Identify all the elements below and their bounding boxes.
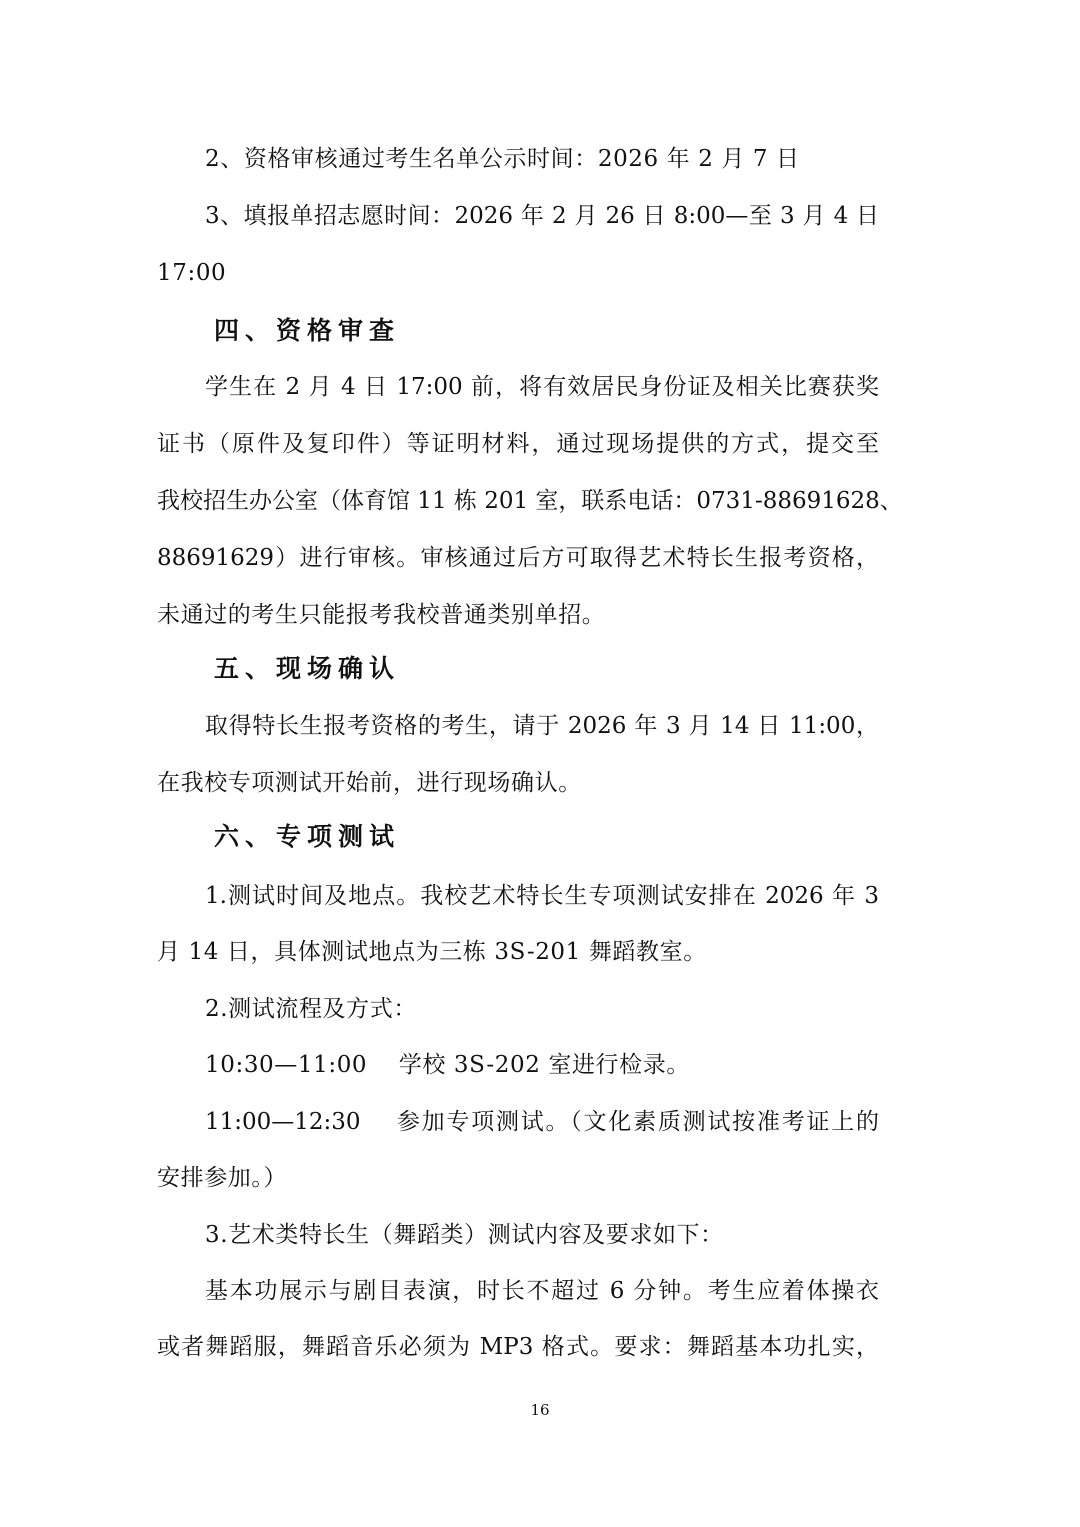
paragraph-line: 或者舞蹈服，舞蹈音乐必须为 MP3 格式。要求：舞蹈基本功扎实， xyxy=(157,1334,879,1360)
paragraph-line: 3.艺术类特长生（舞蹈类）测试内容及要求如下： xyxy=(205,1222,724,1248)
paragraph-line: 安排参加。） xyxy=(157,1165,288,1191)
schedule-item-3: 3、填报单招志愿时间：2026 年 2 月 26 日 8:00—至 3 月 4 日 xyxy=(205,203,879,229)
paragraph-line: 1.测试时间及地点。我校艺术特长生专项测试安排在 2026 年 3 xyxy=(205,883,879,909)
paragraph-line: 证书（原件及复印件）等证明材料，通过现场提供的方式，提交至 xyxy=(157,431,879,457)
paragraph-line: 基本功展示与剧目表演，时长不超过 6 分钟。考生应着体操衣 xyxy=(205,1278,879,1304)
page-number: 16 xyxy=(530,1401,550,1419)
paragraph-line: 2.测试流程及方式： xyxy=(205,996,417,1022)
schedule-checkin-line: 10:30—11:00 学校 3S-202 室进行检录。 xyxy=(205,1052,690,1078)
paragraph-line: 月 14 日，具体测试地点为三栋 3S-201 舞蹈教室。 xyxy=(157,939,707,965)
section-heading-onsite-confirmation: 五、现场确认 xyxy=(214,654,401,683)
paragraph-line: 在我校专项测试开始前，进行现场确认。 xyxy=(157,770,582,796)
schedule-item-3-continued: 17:00 xyxy=(157,260,227,286)
paragraph-line: 我校招生办公室（体育馆 11 栋 201 室，联系电话：0731-88691628、 xyxy=(157,488,903,514)
paragraph-line: 88691629）进行审核。审核通过后方可取得艺术特长生报考资格， xyxy=(157,545,879,571)
section-heading-qualification-review: 四、资格审查 xyxy=(214,316,401,345)
schedule-test-line: 11:00—12:30 参加专项测试。（文化素质测试按准考证上的 xyxy=(205,1109,879,1135)
paragraph-line: 学生在 2 月 4 日 17:00 前，将有效居民身份证及相关比赛获奖 xyxy=(205,374,879,400)
section-heading-special-test: 六、专项测试 xyxy=(214,822,401,851)
schedule-item-2: 2、资格审核通过考生名单公示时间：2026 年 2 月 7 日 xyxy=(205,146,800,172)
paragraph-line: 未通过的考生只能报考我校普通类别单招。 xyxy=(157,602,606,628)
paragraph-line: 取得特长生报考资格的考生，请于 2026 年 3 月 14 日 11:00， xyxy=(205,713,879,739)
